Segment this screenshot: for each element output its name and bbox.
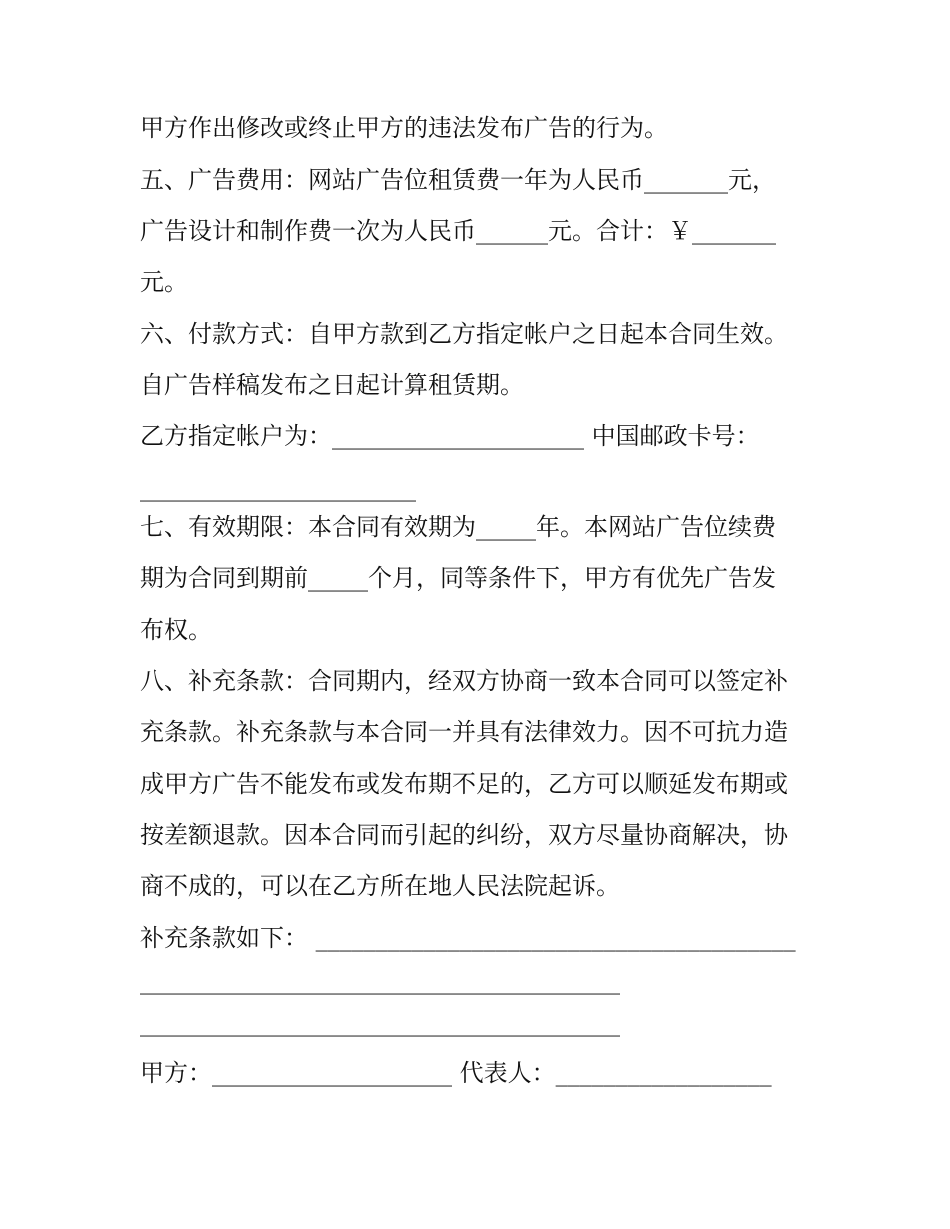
clause-8-dispute-resolution: 按差额退款。因本合同而引起的纠纷，双方尽量协商解决，协 [140, 821, 788, 849]
clause-7-validity-period: 七、有效期限：本合同有效期为_____年。本网站广告位续费 [140, 513, 776, 541]
clause-6-payment-method: 六、付款方式：自甲方款到乙方指定帐户之日起本合同生效。 [140, 320, 788, 348]
party-a-signature-line: 甲方：____________________ 代表人：__________________ [140, 1059, 772, 1087]
clause-8-court-jurisdiction: 商不成的，可以在乙方所在地人民法院起诉。 [140, 872, 620, 900]
supplementary-terms-blank-2: ________________________________________ [140, 1009, 620, 1037]
clause-8-supplementary-terms: 八、补充条款：合同期内，经双方协商一致本合同可以签定补 [140, 667, 788, 695]
clause-6-postal-card-blank: _______________________ [140, 474, 416, 502]
clause-5-total-unit: 元。 [140, 268, 188, 296]
clause-8-legal-effect: 充条款。补充条款与本合同一并具有法律效力。因不可抗力造 [140, 718, 788, 746]
clause-5-design-fee-total: 广告设计和制作费一次为人民币______元。合计：￥_______ [140, 217, 776, 245]
clause-7-priority-right: 布权。 [140, 616, 212, 644]
text-line-modify-terminate: 甲方作出修改或终止甲方的违法发布广告的行为。 [140, 114, 668, 142]
supplementary-terms-blank-1: ________________________________________ [140, 967, 620, 995]
clause-8-force-majeure: 成甲方广告不能发布或发布期不足的，乙方可以顺延发布期或 [140, 770, 788, 798]
clause-7-renewal-priority: 期为合同到期前_____个月，同等条件下，甲方有优先广告发 [140, 564, 776, 592]
clause-6-designated-account: 乙方指定帐户为：_____________________ 中国邮政卡号： [140, 422, 760, 450]
supplementary-terms-label: 补充条款如下： ________________________________________ [140, 924, 796, 952]
clause-5-ad-fees-heading: 五、广告费用：网站广告位租赁费一年为人民币_______元， [140, 166, 776, 194]
clause-6-lease-start: 自广告样稿发布之日起计算租赁期。 [140, 371, 524, 399]
